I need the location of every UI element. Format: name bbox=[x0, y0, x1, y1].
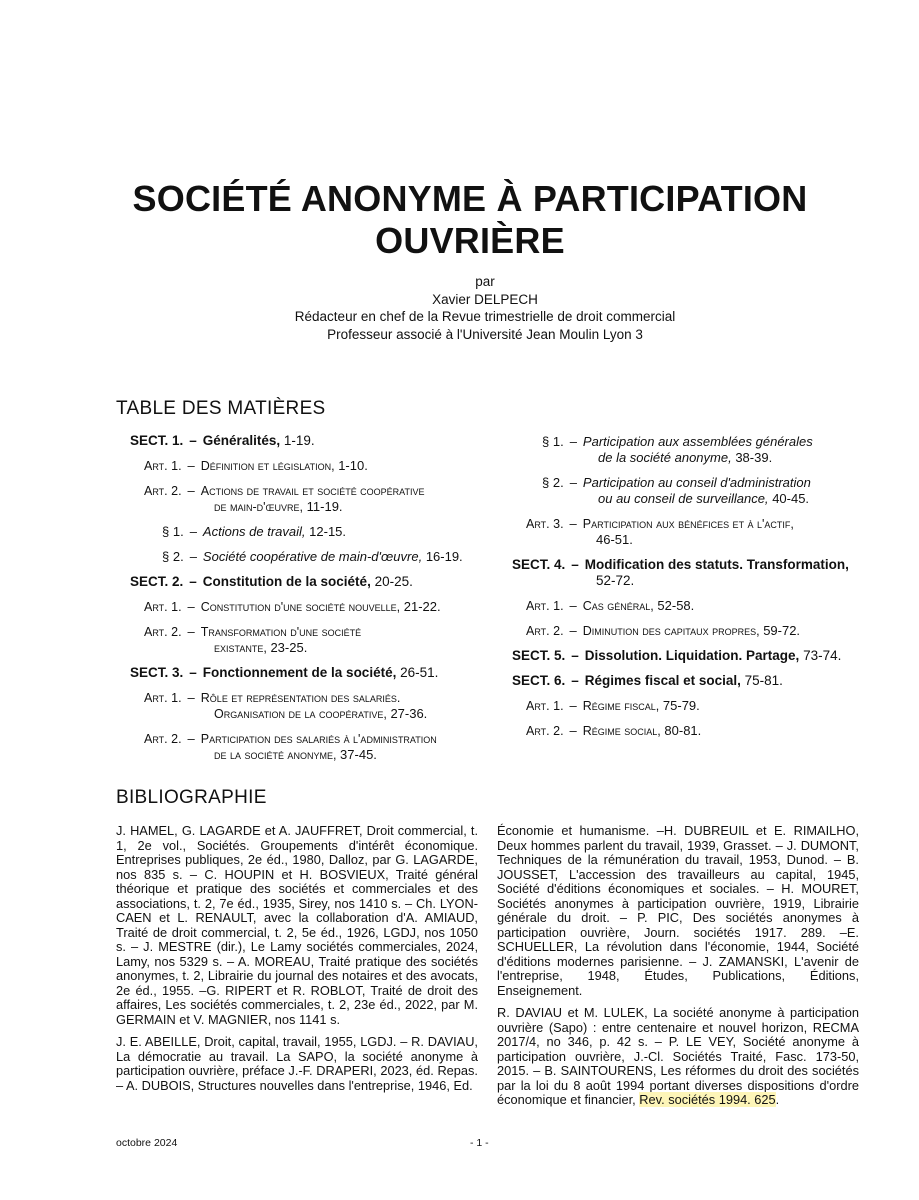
toc-entry[interactable]: Art. 3. – Participation aux bénéfices et à l'actif, 46-51. bbox=[526, 516, 794, 547]
bibliography-paragraph: Économie et humanisme. –H. DUBREUIL et E. RIMAILHO, Deux hommes parlent du travail, 1939, Grasset. – J. DUMONT, Techniques de la rémunération du travail, 1953, Dunod. – B. JOUSSET, L'accession des travailleurs au capital, 1945, Société d'éditions économiques et sociales. – H. MOURET, Sociétés anonymes à participation ouvrière, 1919, Librairie générale du droit. – P. PIC, Des sociétés anonymes à participation ouvrière, Journ. sociétés 1917. 289. –E. SCHUELLER, La révolution dans l'économie, 1944, Société d'éditions modernes parisienne. – J. ZAMANSKI, L'avenir de l'entreprise, 1948, Études, Publications, Éditions, Enseignement. bbox=[497, 823, 859, 998]
toc-entry[interactable]: Art. 2. – Actions de travail et société coopérative de main-d'œuvre, 11-19. bbox=[144, 483, 425, 514]
toc-entry[interactable]: Art. 2. – Diminution des capitaux propres, 59-72. bbox=[526, 623, 801, 638]
toc-left-column bbox=[130, 433, 510, 772]
title-line-1: SOCIÉTÉ ANONYME À PARTICIPATION bbox=[132, 178, 808, 219]
footer-date: octobre 2024 bbox=[116, 1137, 178, 1149]
toc-entry[interactable]: § 2. – Société coopérative de main-d'œuvre, 16-19. bbox=[162, 549, 463, 564]
bibliography-left-column bbox=[116, 824, 478, 1101]
toc-entry[interactable]: Art. 1. – Rôle et représentation des salariés. Organisation de la coopérative, 27-36. bbox=[144, 690, 428, 721]
toc-entry[interactable]: § 1. – Actions de travail, 12-15. bbox=[162, 524, 347, 539]
toc-entry[interactable]: § 1. – Participation aux assemblées générales de la société anonyme, 38-39. bbox=[542, 434, 813, 465]
toc-entry[interactable]: § 2. – Participation au conseil d'administration ou au conseil de surveillance, 40-45. bbox=[542, 475, 811, 506]
toc-entry[interactable]: SECT. 5. – Dissolution. Liquidation. Partage, 73-74. bbox=[512, 648, 842, 663]
bibliography-paragraph: J. E. ABEILLE, Droit, capital, travail, 1955, LGDJ. – R. DAVIAU, La démocratie au travail. La SAPO, la société anonyme à participation ouvrière, préface J.-F. DRAPERI, 2023, éd. Repas. – A. DUBOIS, Structures nouvelles dans l'entreprise, 1946, Ed. bbox=[116, 1034, 478, 1093]
toc-entry[interactable]: Art. 1. – Constitution d'une société nouvelle, 21-22. bbox=[144, 599, 441, 614]
bibliography-heading: BIBLIOGRAPHIE bbox=[116, 787, 267, 808]
page-number: - 1 - bbox=[470, 1137, 489, 1149]
bibliography-paragraph: R. DAVIAU et M. LULEK, La société anonyme à participation ouvrière (Sapo) : entre centenaire et nouvel horizon, RECMA 2017/4, no 346, p. 42 s. – P. LE VEY, Société anonyme à participation ouvrière, J.-Cl. Sociétés Traité, Fasc. 173-50, 2015. – B. SAINTOURENS, Les réformes du droit des sociétés par la loi du 8 août 1994 portant diverses dispositions d'ordre économique et financier, Rev. sociétés 1994. 625. bbox=[497, 1005, 859, 1107]
bibliography-right-column bbox=[497, 824, 859, 1116]
toc-heading: TABLE DES MATIÈRES bbox=[116, 398, 326, 419]
highlighted-reference[interactable]: Rev. sociétés 1994. 625 bbox=[639, 1092, 776, 1107]
bibliography-text: R. DAVIAU et M. LULEK, La société anonyme à participation ouvrière (Sapo) : entre centenaire et nouvel horizon, RECMA 2017/4, no 346, p. 42 s. – P. LE VEY, Société anonyme à participation ouvrière, J.-Cl. Sociétés Traité, Fasc. 173-50, 2015. – B. SAINTOURENS, Les réformes du droit des sociétés par la loi du 8 août 1994 portant diverses dispositions d'ordre économique et financier, bbox=[497, 1005, 859, 1107]
toc-entry[interactable]: Art. 1. – Cas général, 52-58. bbox=[526, 598, 695, 613]
toc-entry[interactable]: Art. 2. – Régime social, 80-81. bbox=[526, 723, 702, 738]
author-name: Xavier DELPECH bbox=[432, 291, 538, 307]
toc-entry[interactable]: Art. 1. – Régime fiscal, 75-79. bbox=[526, 698, 700, 713]
toc-entry[interactable]: SECT. 4. – Modification des statuts. Transformation, 52-72. bbox=[512, 557, 849, 588]
toc-entry[interactable]: SECT. 6. – Régimes fiscal et social, 75-81. bbox=[512, 673, 783, 688]
toc-entry[interactable]: Art. 1. – Définition et législation, 1-10. bbox=[144, 458, 368, 473]
toc-entry[interactable]: SECT. 2. – Constitution de la société, 20-25. bbox=[130, 574, 413, 589]
author-role-2: Professeur associé à l'Université Jean Moulin Lyon 3 bbox=[327, 326, 643, 342]
toc-entry[interactable]: SECT. 3. – Fonctionnement de la société, 26-51. bbox=[130, 665, 439, 680]
author-block bbox=[240, 273, 730, 343]
toc-entry[interactable]: Art. 2. – Transformation d'une société existante, 23-25. bbox=[144, 624, 362, 655]
author-role-1: Rédacteur en chef de la Revue trimestrielle de droit commercial bbox=[294, 309, 676, 324]
by-label: par bbox=[475, 274, 495, 289]
document-title bbox=[60, 178, 880, 262]
toc-right-column bbox=[512, 434, 872, 748]
title-line-2: OUVRIÈRE bbox=[375, 220, 565, 261]
bibliography-paragraph: J. HAMEL, G. LAGARDE et A. JAUFFRET, Droit commercial, t. 1, 2e vol., Sociétés. Groupements d'intérêt économique. Entreprises publiques, 2e éd., 1980, Dalloz, par G. LAGARDE, nos 835 s. – C. HOUPIN et H. BOSVIEUX, Traité général théorique et pratique des sociétés et commerciales et des associations, t. 2, 7e éd., 1935, Sirey, nos 1410 s. – Ch. LYON-CAEN et L. RENAULT, avec la collaboration d'A. AMIAUD, Traité de droit commercial, t. 2, 5e éd., 1926, LGDJ, nos 1050 s. – J. MESTRE (dir.), Le Lamy sociétés commerciales, 2024, Lamy, nos 5329 s. – A. MOREAU, Traité pratique des sociétés anonymes, t. 2, Librairie du journal des notaires et des avocats, 2e éd., 1955. –G. RIPERT et R. ROBLOT, Traité de droit des affaires, Les sociétés commerciales, t. 2, 23e éd., 2022, par M. GERMAIN et V. MAGNIER, nos 1141 s. bbox=[116, 823, 478, 1027]
toc-entry[interactable]: SECT. 1. – Généralités, 1-19. bbox=[130, 433, 315, 448]
toc-entry[interactable]: Art. 2. – Participation des salariés à l'administration de la société anonyme, 37-45. bbox=[144, 731, 437, 762]
